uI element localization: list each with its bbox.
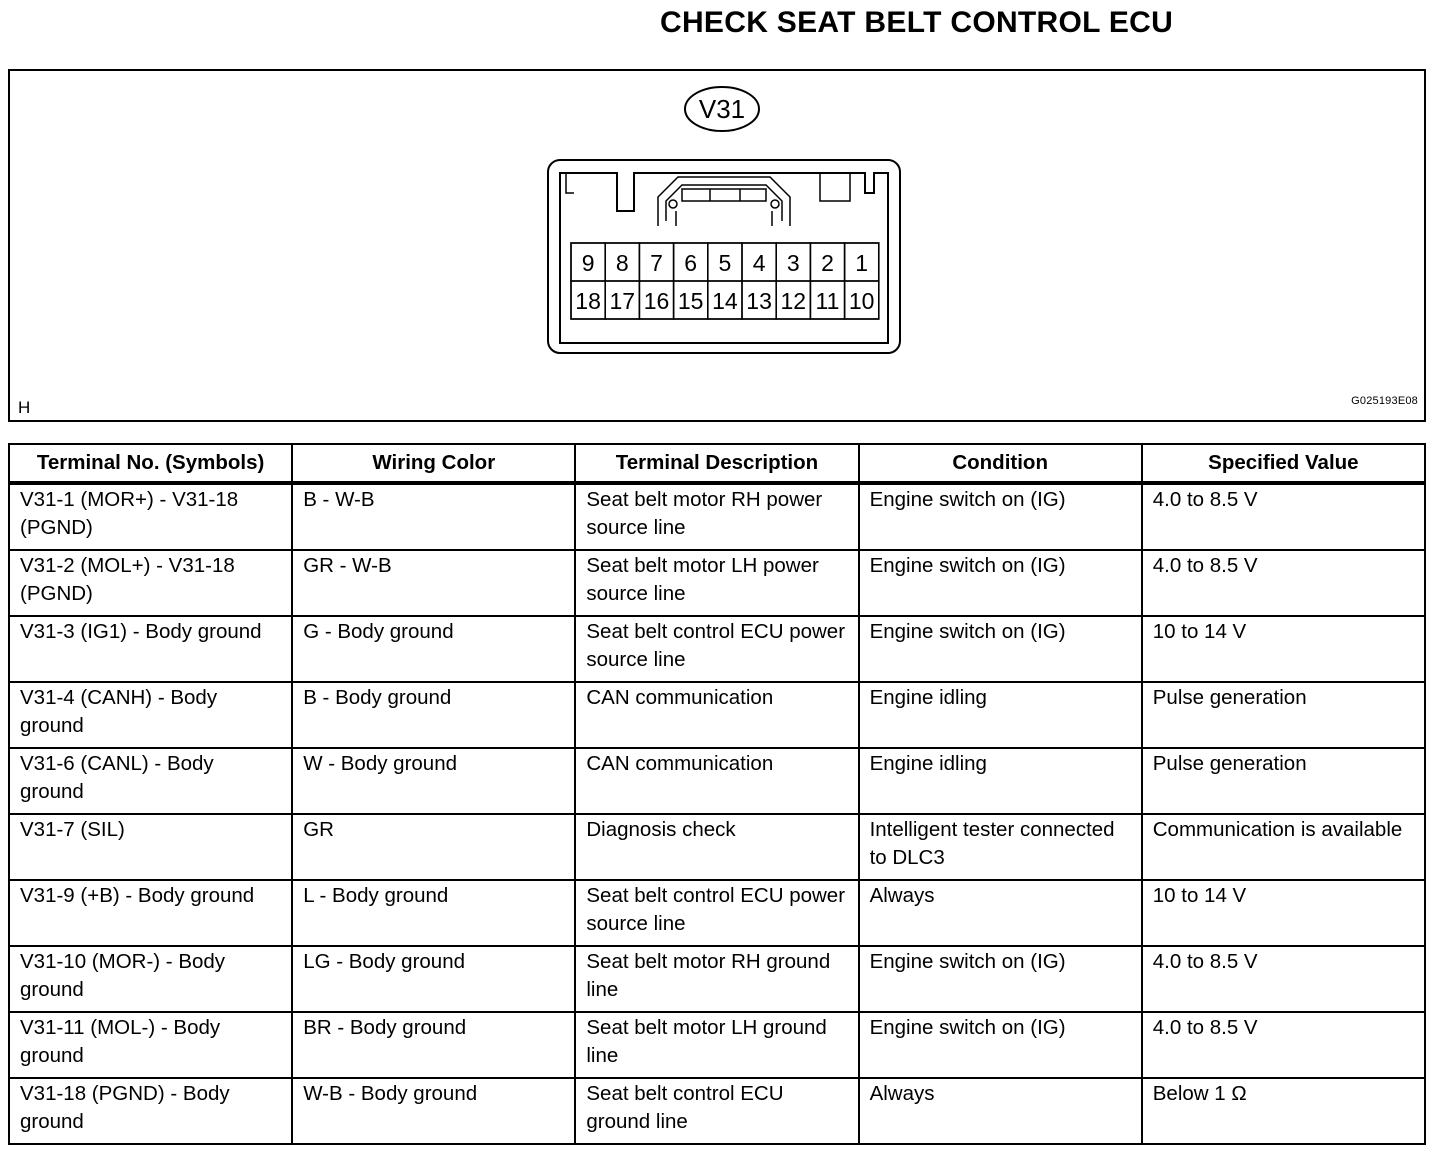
header-specified-value: Specified Value: [1142, 444, 1425, 483]
cell-terminal: V31-1 (MOR+) - V31-18 (PGND): [9, 483, 292, 550]
cell-wiring: LG - Body ground: [292, 946, 575, 1012]
cell-value: Pulse generation: [1142, 748, 1425, 814]
terminal-number: 18: [575, 288, 601, 314]
terminal-number: 17: [609, 288, 636, 314]
cell-condition: Engine switch on (IG): [859, 616, 1142, 682]
cell-description: CAN communication: [575, 682, 858, 748]
terminal-number: 3: [786, 250, 800, 276]
cell-description: Diagnosis check: [575, 814, 858, 880]
connector-diagram: [10, 71, 1424, 420]
terminal-grid: [571, 243, 879, 319]
cell-wiring: G - Body ground: [292, 616, 575, 682]
cell-condition: Engine switch on (IG): [859, 1012, 1142, 1078]
cell-condition: Engine switch on (IG): [859, 550, 1142, 616]
cell-value: Communication is available: [1142, 814, 1425, 880]
cell-terminal: V31-2 (MOL+) - V31-18 (PGND): [9, 550, 292, 616]
terminal-number: 10: [848, 288, 875, 314]
terminal-number: 15: [677, 288, 704, 314]
terminal-number: 13: [746, 288, 772, 314]
cell-wiring: B - Body ground: [292, 682, 575, 748]
table-row: [9, 880, 1425, 946]
table-row: [9, 748, 1425, 814]
cell-description: Seat belt control ECU ground line: [575, 1078, 858, 1144]
header-wiring-color: Wiring Color: [292, 444, 575, 483]
terminal-spec-table: [8, 443, 1426, 1145]
header-terminal: Terminal No. (Symbols): [9, 444, 292, 483]
terminal-number: 7: [650, 250, 663, 276]
cell-value: 4.0 to 8.5 V: [1142, 1012, 1425, 1078]
cell-terminal: V31-9 (+B) - Body ground: [9, 880, 292, 946]
cell-terminal: V31-7 (SIL): [9, 814, 292, 880]
figure-code: G025193E08: [1351, 395, 1418, 407]
cell-condition: Engine idling: [859, 682, 1142, 748]
cell-value: 4.0 to 8.5 V: [1142, 946, 1425, 1012]
cell-terminal: V31-3 (IG1) - Body ground: [9, 616, 292, 682]
terminal-number: 6: [684, 250, 698, 276]
cell-condition: Engine idling: [859, 748, 1142, 814]
cell-condition: Always: [859, 1078, 1142, 1144]
cell-description: Seat belt motor RH power source line: [575, 483, 858, 550]
terminal-number: 2: [821, 250, 834, 276]
terminal-number: 9: [581, 250, 595, 276]
cell-value: Pulse generation: [1142, 682, 1425, 748]
cell-description: Seat belt motor LH ground line: [575, 1012, 858, 1078]
cell-value: 10 to 14 V: [1142, 616, 1425, 682]
cell-description: Seat belt control ECU power source line: [575, 616, 858, 682]
terminal-number: 8: [615, 250, 629, 276]
page-title: CHECK SEAT BELT CONTROL ECU: [660, 6, 1174, 39]
table-row: [9, 483, 1425, 550]
cell-wiring: GR - W-B: [292, 550, 575, 616]
cell-description: Seat belt control ECU power source line: [575, 880, 858, 946]
terminal-number: 16: [643, 288, 670, 314]
cell-condition: Engine switch on (IG): [859, 946, 1142, 1012]
cell-terminal: V31-4 (CANH) - Body ground: [9, 682, 292, 748]
cell-value: Below 1 Ω: [1142, 1078, 1425, 1144]
cell-value: 4.0 to 8.5 V: [1142, 483, 1425, 550]
table-row: [9, 1078, 1425, 1144]
table-row: [9, 946, 1425, 1012]
cell-condition: Engine switch on (IG): [859, 483, 1142, 550]
terminal-number: 4: [752, 250, 766, 276]
cell-wiring: GR: [292, 814, 575, 880]
cell-condition: Always: [859, 880, 1142, 946]
terminal-number: 12: [780, 288, 807, 314]
connector-label: V31: [698, 94, 746, 124]
cell-description: Seat belt motor LH power source line: [575, 550, 858, 616]
cell-wiring: L - Body ground: [292, 880, 575, 946]
cell-wiring: BR - Body ground: [292, 1012, 575, 1078]
cell-description: CAN communication: [575, 748, 858, 814]
table-row: [9, 616, 1425, 682]
cell-value: 10 to 14 V: [1142, 880, 1425, 946]
cell-terminal: V31-6 (CANL) - Body ground: [9, 748, 292, 814]
table-row: [9, 682, 1425, 748]
cell-value: 4.0 to 8.5 V: [1142, 550, 1425, 616]
terminal-number: 5: [718, 250, 732, 276]
table-row: [9, 1012, 1425, 1078]
terminal-number: 1: [855, 250, 869, 276]
cell-wiring: W - Body ground: [292, 748, 575, 814]
terminal-number: 14: [712, 288, 738, 314]
header-condition: Condition: [859, 444, 1142, 483]
cell-wiring: B - W-B: [292, 483, 575, 550]
cell-terminal: V31-10 (MOR-) - Body ground: [9, 946, 292, 1012]
header-terminal-description: Terminal Description: [575, 444, 858, 483]
cell-condition: Intelligent tester connected to DLC3: [859, 814, 1142, 880]
view-mark: H: [18, 398, 31, 417]
cell-wiring: W-B - Body ground: [292, 1078, 575, 1144]
connector-figure: [8, 69, 1426, 422]
table-header-row: [9, 444, 1425, 483]
table-row: [9, 550, 1425, 616]
terminal-number: 11: [815, 288, 840, 314]
cell-terminal: V31-11 (MOL-) - Body ground: [9, 1012, 292, 1078]
cell-terminal: V31-18 (PGND) - Body ground: [9, 1078, 292, 1144]
cell-description: Seat belt motor RH ground line: [575, 946, 858, 1012]
table-row: [9, 814, 1425, 880]
